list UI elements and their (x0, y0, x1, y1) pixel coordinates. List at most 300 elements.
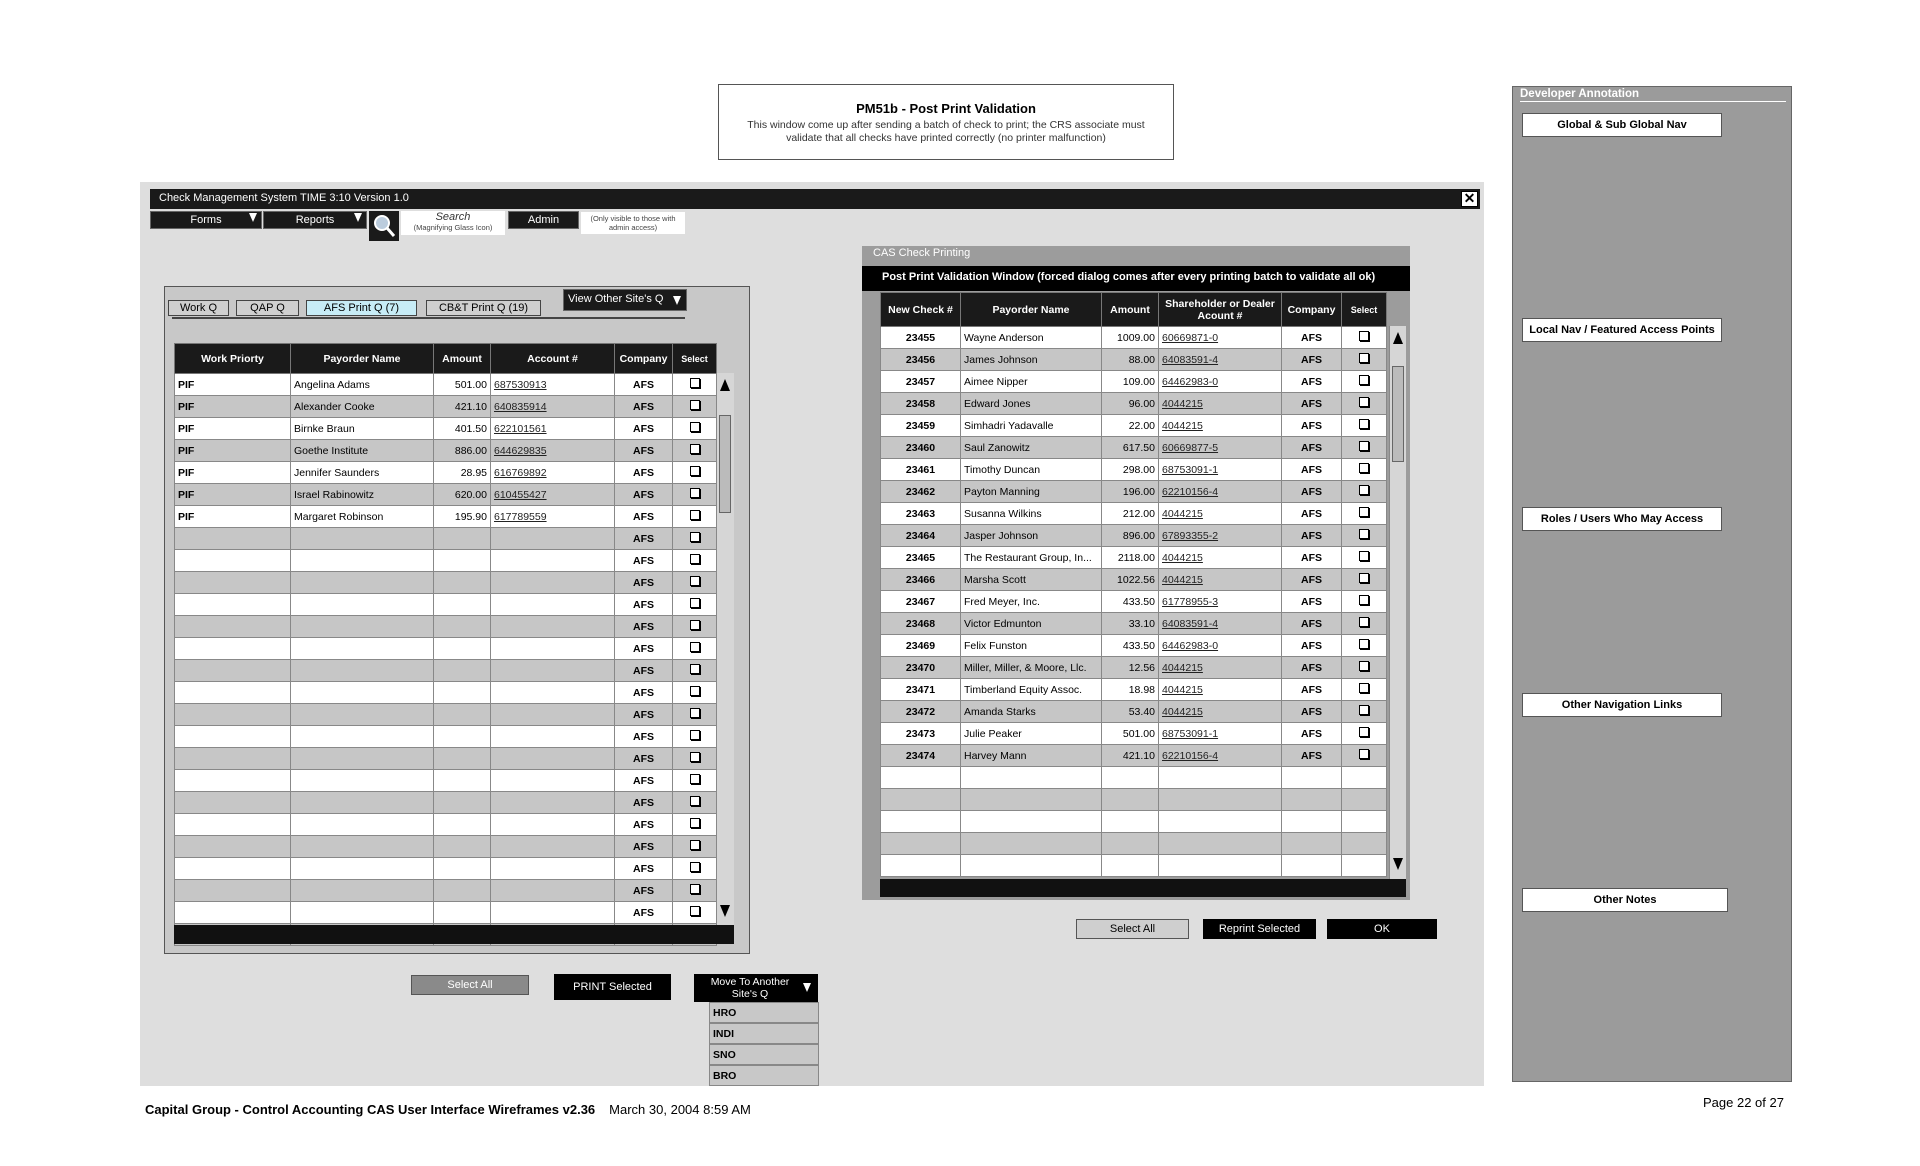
account-link[interactable]: 64083591-4 (1159, 349, 1282, 371)
select-checkbox[interactable] (1359, 749, 1369, 759)
account-link[interactable]: 64462983-0 (1159, 635, 1282, 657)
amount-cell (434, 682, 491, 704)
select-cell (1342, 679, 1387, 701)
priority-cell (175, 550, 291, 572)
check-number-cell: 23461 (881, 459, 961, 481)
select-checkbox[interactable] (690, 576, 700, 586)
amount-cell (434, 660, 491, 682)
reprint-selected-button[interactable]: Reprint Selected (1203, 919, 1316, 939)
company-cell: AFS (615, 660, 673, 682)
company-cell: AFS (615, 616, 673, 638)
account-link[interactable] (491, 638, 615, 660)
select-checkbox[interactable] (690, 422, 700, 432)
select-cell (1342, 393, 1387, 415)
scroll-up-icon[interactable] (720, 379, 730, 391)
empty-cell (1102, 789, 1159, 811)
empty-row (881, 789, 1387, 811)
select-cell (1342, 613, 1387, 635)
table-row[interactable] (175, 638, 717, 660)
amount-cell: 18.98 (1102, 679, 1159, 701)
scroll-thumb[interactable] (719, 415, 731, 513)
payorder-name-cell: James Johnson (961, 349, 1102, 371)
amount-cell: 401.50 (434, 418, 491, 440)
amount-cell: 2118.00 (1102, 547, 1159, 569)
select-checkbox[interactable] (1359, 353, 1369, 363)
table-row[interactable] (881, 481, 1387, 503)
company-cell: AFS (1282, 327, 1342, 349)
select-all-button[interactable]: Select All (411, 975, 529, 995)
ok-button[interactable]: OK (1327, 919, 1437, 939)
forms-menu-label: Forms (190, 214, 222, 226)
company-cell: AFS (1282, 745, 1342, 767)
account-link[interactable]: 4044215 (1159, 569, 1282, 591)
check-number-cell: 23464 (881, 525, 961, 547)
company-cell: AFS (1282, 591, 1342, 613)
view-other-label: View Other Site's Q (568, 293, 664, 305)
account-link[interactable]: 4044215 (1159, 701, 1282, 723)
col-work-priority: Work Priorty (175, 344, 291, 374)
select-cell (1342, 701, 1387, 723)
company-cell: AFS (1282, 701, 1342, 723)
left-table-footer-bar (174, 925, 734, 944)
select-cell (673, 704, 717, 726)
col-select: Select (1342, 293, 1387, 327)
empty-cell (1342, 855, 1387, 877)
site-option-hro[interactable]: HRO (709, 1002, 819, 1023)
table-row[interactable] (881, 503, 1387, 525)
company-cell: AFS (615, 594, 673, 616)
payorder-name-cell (291, 770, 434, 792)
scroll-thumb[interactable] (1392, 366, 1404, 462)
account-link[interactable]: 610455427 (491, 484, 615, 506)
select-checkbox[interactable] (690, 554, 700, 564)
select-checkbox[interactable] (690, 774, 700, 784)
amount-cell (434, 594, 491, 616)
forms-menu[interactable] (150, 211, 262, 229)
select-checkbox[interactable] (690, 664, 700, 674)
select-cell (673, 462, 717, 484)
select-cell (1342, 437, 1387, 459)
select-checkbox[interactable] (690, 378, 700, 388)
table-row[interactable] (881, 745, 1387, 767)
print-selected-button[interactable]: PRINT Selected (554, 974, 671, 1000)
search-button[interactable] (401, 211, 505, 235)
table-row[interactable] (881, 591, 1387, 613)
account-link[interactable]: 67893355-2 (1159, 525, 1282, 547)
table-row[interactable] (881, 723, 1387, 745)
select-checkbox[interactable] (1359, 727, 1369, 737)
table-row[interactable] (881, 371, 1387, 393)
amount-cell: 620.00 (434, 484, 491, 506)
table-row[interactable] (175, 880, 717, 902)
company-cell: AFS (615, 814, 673, 836)
empty-cell (961, 811, 1102, 833)
check-number-cell: 23474 (881, 745, 961, 767)
account-link[interactable] (491, 792, 615, 814)
select-checkbox[interactable] (1359, 705, 1369, 715)
annotation-other-nav-links: Other Navigation Links (1522, 693, 1722, 717)
tab-cbt-print-q[interactable]: CB&T Print Q (19) (426, 300, 541, 316)
select-cell (673, 396, 717, 418)
account-link[interactable]: 622101561 (491, 418, 615, 440)
scroll-down-icon[interactable] (720, 905, 730, 917)
dialog-title: Post Print Validation Window (forced dialog comes after every printing batch to validate all ok) (862, 266, 1410, 291)
select-checkbox[interactable] (690, 444, 700, 454)
priority-cell (175, 682, 291, 704)
payorder-name-cell (291, 704, 434, 726)
select-checkbox[interactable] (690, 510, 700, 520)
empty-row (881, 811, 1387, 833)
admin-menu[interactable] (508, 211, 579, 229)
table-row[interactable] (175, 660, 717, 682)
account-link[interactable]: 4044215 (1159, 415, 1282, 437)
select-checkbox[interactable] (1359, 529, 1369, 539)
priority-cell: PIF (175, 440, 291, 462)
payorder-name-cell (291, 858, 434, 880)
table-row[interactable] (881, 459, 1387, 481)
priority-cell: PIF (175, 484, 291, 506)
select-checkbox[interactable] (690, 906, 700, 916)
chevron-down-icon (354, 213, 362, 222)
table-row[interactable] (175, 462, 717, 484)
annotation-global-nav: Global & Sub Global Nav (1522, 113, 1722, 137)
account-link[interactable]: 616769892 (491, 462, 615, 484)
table-row[interactable] (881, 569, 1387, 591)
select-checkbox[interactable] (1359, 595, 1369, 605)
account-link[interactable]: 68753091-1 (1159, 459, 1282, 481)
select-checkbox[interactable] (1359, 463, 1369, 473)
account-link[interactable]: 62210156-4 (1159, 745, 1282, 767)
account-link[interactable]: 644629835 (491, 440, 615, 462)
company-cell: AFS (615, 374, 673, 396)
admin-note: (Only visible to those with admin access) (581, 212, 685, 234)
account-link[interactable]: 60669877-5 (1159, 437, 1282, 459)
account-link[interactable] (491, 660, 615, 682)
site-option-bro[interactable]: BRO (709, 1065, 819, 1086)
select-checkbox[interactable] (690, 488, 700, 498)
check-number-cell: 23465 (881, 547, 961, 569)
table-row[interactable] (175, 550, 717, 572)
priority-cell (175, 704, 291, 726)
select-cell (1342, 525, 1387, 547)
amount-cell: 22.00 (1102, 415, 1159, 437)
table-row[interactable] (175, 792, 717, 814)
empty-cell (1282, 833, 1342, 855)
account-link[interactable] (491, 550, 615, 572)
select-checkbox[interactable] (690, 862, 700, 872)
select-checkbox[interactable] (690, 532, 700, 542)
table-row[interactable] (881, 327, 1387, 349)
payorder-name-cell: Saul Zanowitz (961, 437, 1102, 459)
payorder-name-cell: Fred Meyer, Inc. (961, 591, 1102, 613)
check-number-cell: 23455 (881, 327, 961, 349)
account-link[interactable]: 68753091-1 (1159, 723, 1282, 745)
amount-cell (434, 638, 491, 660)
table-row[interactable] (175, 506, 717, 528)
amount-cell (434, 748, 491, 770)
cas-check-printing-bar: CAS Check Printing (862, 246, 1410, 262)
account-link[interactable] (491, 836, 615, 858)
account-link[interactable]: 617789559 (491, 506, 615, 528)
select-cell (673, 374, 717, 396)
table-row[interactable] (881, 701, 1387, 723)
payorder-name-cell (291, 792, 434, 814)
select-checkbox[interactable] (690, 466, 700, 476)
company-cell: AFS (1282, 459, 1342, 481)
table-row[interactable] (175, 770, 717, 792)
close-icon[interactable]: ✕ (1461, 191, 1478, 207)
select-checkbox[interactable] (690, 752, 700, 762)
priority-cell (175, 792, 291, 814)
payorder-name-cell: Birnke Braun (291, 418, 434, 440)
select-cell (1342, 745, 1387, 767)
select-checkbox[interactable] (1359, 441, 1369, 451)
reports-menu[interactable] (263, 211, 367, 229)
table-row[interactable] (881, 547, 1387, 569)
priority-cell (175, 858, 291, 880)
payorder-name-cell: Edward Jones (961, 393, 1102, 415)
amount-cell: 298.00 (1102, 459, 1159, 481)
table-row[interactable] (881, 437, 1387, 459)
developer-annotation-panel (1512, 86, 1792, 1082)
search-icon[interactable] (369, 211, 399, 241)
site-option-indi[interactable]: INDI (709, 1023, 819, 1044)
select-checkbox[interactable] (690, 598, 700, 608)
account-link[interactable]: 62210156-4 (1159, 481, 1282, 503)
account-link[interactable] (491, 704, 615, 726)
account-link[interactable]: 4044215 (1159, 679, 1282, 701)
company-cell: AFS (1282, 349, 1342, 371)
move-to-site-dropdown[interactable] (694, 974, 818, 1002)
dialog-table-scrollbar[interactable] (1389, 326, 1406, 879)
amount-cell: 1009.00 (1102, 327, 1159, 349)
empty-row (881, 855, 1387, 877)
tab-afs-print-q[interactable]: AFS Print Q (7) (306, 300, 417, 316)
account-link[interactable]: 4044215 (1159, 657, 1282, 679)
account-link[interactable] (491, 726, 615, 748)
account-link[interactable] (491, 902, 615, 924)
empty-cell (961, 767, 1102, 789)
amount-cell: 53.40 (1102, 701, 1159, 723)
empty-cell (1282, 767, 1342, 789)
table-row[interactable] (175, 616, 717, 638)
table-row[interactable] (175, 572, 717, 594)
select-checkbox[interactable] (690, 400, 700, 410)
table-row[interactable] (881, 525, 1387, 547)
select-checkbox[interactable] (1359, 485, 1369, 495)
select-checkbox[interactable] (1359, 397, 1369, 407)
table-row[interactable] (881, 635, 1387, 657)
table-row[interactable] (881, 679, 1387, 701)
payorder-name-cell (291, 616, 434, 638)
table-row[interactable] (881, 415, 1387, 437)
dialog-select-all-button[interactable]: Select All (1076, 919, 1189, 939)
view-other-sites-button[interactable] (563, 289, 687, 311)
company-cell: AFS (615, 902, 673, 924)
empty-cell (1342, 833, 1387, 855)
account-link[interactable] (491, 858, 615, 880)
tab-work-q[interactable]: Work Q (168, 300, 229, 316)
select-checkbox[interactable] (690, 818, 700, 828)
account-link[interactable] (491, 594, 615, 616)
priority-cell (175, 594, 291, 616)
table-row[interactable] (175, 726, 717, 748)
select-checkbox[interactable] (690, 796, 700, 806)
reports-menu-label: Reports (295, 214, 335, 226)
priority-cell (175, 748, 291, 770)
table-row[interactable] (175, 440, 717, 462)
scroll-up-icon[interactable] (1393, 332, 1403, 344)
table-row[interactable] (175, 418, 717, 440)
select-checkbox[interactable] (1359, 617, 1369, 627)
select-checkbox[interactable] (1359, 507, 1369, 517)
company-cell: AFS (1282, 525, 1342, 547)
empty-cell (961, 855, 1102, 877)
search-note: (Magnifying Glass Icon) (413, 223, 493, 232)
check-number-cell: 23473 (881, 723, 961, 745)
table-row[interactable] (175, 682, 717, 704)
payorder-name-cell: Wayne Anderson (961, 327, 1102, 349)
payorder-name-cell: Miller, Miller, & Moore, Llc. (961, 657, 1102, 679)
select-checkbox[interactable] (1359, 551, 1369, 561)
table-row[interactable] (175, 858, 717, 880)
select-checkbox[interactable] (1359, 375, 1369, 385)
table-row[interactable] (175, 704, 717, 726)
payorder-name-cell (291, 902, 434, 924)
select-checkbox[interactable] (690, 884, 700, 894)
select-checkbox[interactable] (690, 686, 700, 696)
check-number-cell: 23458 (881, 393, 961, 415)
select-checkbox[interactable] (690, 840, 700, 850)
check-number-cell: 23469 (881, 635, 961, 657)
empty-cell (1159, 789, 1282, 811)
company-cell: AFS (615, 638, 673, 660)
account-link[interactable] (491, 572, 615, 594)
payorder-name-cell (291, 594, 434, 616)
account-link[interactable]: 4044215 (1159, 547, 1282, 569)
select-cell (673, 748, 717, 770)
check-number-cell: 23459 (881, 415, 961, 437)
site-option-sno[interactable]: SNO (709, 1044, 819, 1065)
select-checkbox[interactable] (690, 708, 700, 718)
account-link[interactable]: 640835914 (491, 396, 615, 418)
account-link[interactable] (491, 748, 615, 770)
account-link[interactable]: 61778955-3 (1159, 591, 1282, 613)
amount-cell: 886.00 (434, 440, 491, 462)
payorder-name-cell: Marsha Scott (961, 569, 1102, 591)
table-row[interactable] (175, 528, 717, 550)
amount-cell: 433.50 (1102, 591, 1159, 613)
payorder-name-cell: The Restaurant Group, In... (961, 547, 1102, 569)
account-link[interactable]: 64083591-4 (1159, 613, 1282, 635)
account-link[interactable]: 60669871-0 (1159, 327, 1282, 349)
select-checkbox[interactable] (1359, 661, 1369, 671)
account-link[interactable] (491, 682, 615, 704)
empty-cell (1102, 811, 1159, 833)
payorder-name-cell: Susanna Wilkins (961, 503, 1102, 525)
table-row[interactable] (881, 657, 1387, 679)
table-row[interactable] (175, 396, 717, 418)
select-checkbox[interactable] (1359, 331, 1369, 341)
select-checkbox[interactable] (1359, 573, 1369, 583)
table-row[interactable] (175, 374, 717, 396)
payorder-name-cell: Victor Edmunton (961, 613, 1102, 635)
tab-qap-q[interactable]: QAP Q (236, 300, 299, 316)
account-link[interactable]: 4044215 (1159, 503, 1282, 525)
amount-cell: 617.50 (1102, 437, 1159, 459)
account-link[interactable]: 64462983-0 (1159, 371, 1282, 393)
check-number-cell: 23472 (881, 701, 961, 723)
account-link[interactable]: 687530913 (491, 374, 615, 396)
priority-cell: PIF (175, 418, 291, 440)
table-row[interactable] (175, 594, 717, 616)
table-row[interactable] (881, 393, 1387, 415)
account-link[interactable] (491, 528, 615, 550)
select-cell (673, 616, 717, 638)
check-number-cell: 23468 (881, 613, 961, 635)
payorder-name-cell (291, 572, 434, 594)
account-link[interactable] (491, 770, 615, 792)
table-row[interactable] (881, 613, 1387, 635)
select-checkbox[interactable] (1359, 639, 1369, 649)
amount-cell: 212.00 (1102, 503, 1159, 525)
company-cell: AFS (1282, 569, 1342, 591)
company-cell: AFS (1282, 393, 1342, 415)
check-number-cell: 23470 (881, 657, 961, 679)
annotation-local-nav: Local Nav / Featured Access Points (1522, 318, 1722, 342)
check-number-cell: 23463 (881, 503, 961, 525)
select-checkbox[interactable] (1359, 683, 1369, 693)
priority-cell (175, 572, 291, 594)
account-link[interactable] (491, 616, 615, 638)
amount-cell: 501.00 (1102, 723, 1159, 745)
table-row[interactable] (881, 349, 1387, 371)
admin-menu-label: Admin (527, 214, 560, 226)
table-row[interactable] (175, 902, 717, 924)
amount-cell (434, 836, 491, 858)
table-row[interactable] (175, 836, 717, 858)
payorder-name-cell (291, 836, 434, 858)
select-cell (673, 638, 717, 660)
company-cell: AFS (615, 484, 673, 506)
select-cell (673, 594, 717, 616)
table-row[interactable] (175, 814, 717, 836)
annotation-other-notes: Other Notes (1522, 888, 1728, 912)
select-checkbox[interactable] (690, 642, 700, 652)
priority-cell (175, 726, 291, 748)
amount-cell: 96.00 (1102, 393, 1159, 415)
payorder-name-cell: Harvey Mann (961, 745, 1102, 767)
table-row[interactable] (175, 748, 717, 770)
account-link[interactable] (491, 880, 615, 902)
empty-cell (1159, 767, 1282, 789)
amount-cell: 433.50 (1102, 635, 1159, 657)
left-table-scrollbar[interactable] (716, 373, 734, 925)
payorder-name-cell (291, 638, 434, 660)
account-link[interactable] (491, 814, 615, 836)
select-checkbox[interactable] (1359, 419, 1369, 429)
select-cell (673, 880, 717, 902)
table-row[interactable] (175, 484, 717, 506)
company-cell: AFS (615, 572, 673, 594)
account-link[interactable]: 4044215 (1159, 393, 1282, 415)
left-table-wrap (174, 343, 717, 946)
scroll-down-icon[interactable] (1393, 858, 1403, 870)
select-checkbox[interactable] (690, 620, 700, 630)
select-checkbox[interactable] (690, 730, 700, 740)
payorder-name-cell (291, 726, 434, 748)
amount-cell: 109.00 (1102, 371, 1159, 393)
